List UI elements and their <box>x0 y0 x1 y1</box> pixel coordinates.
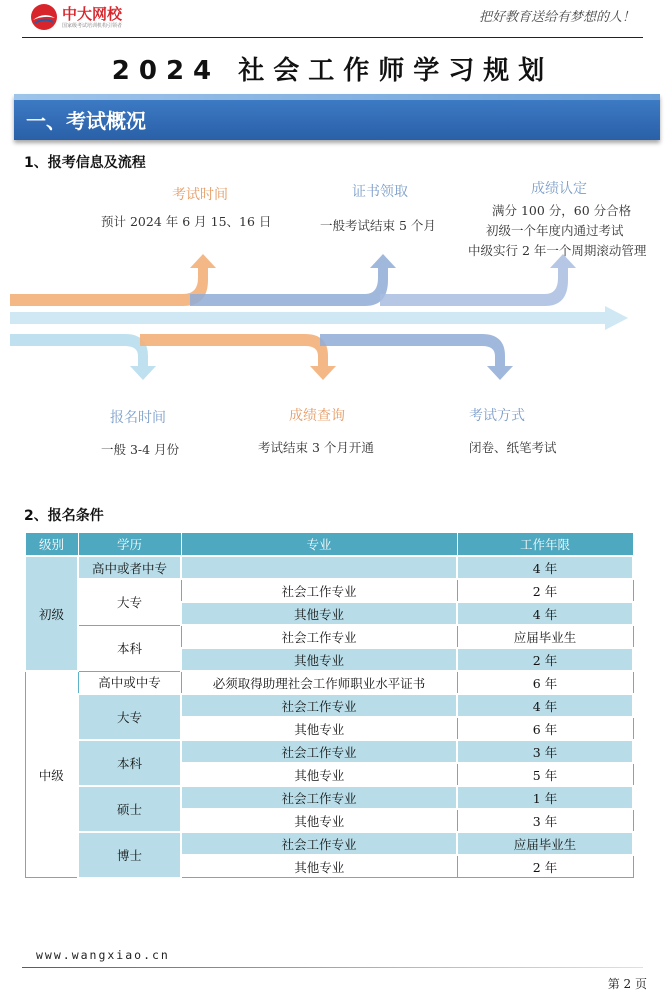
page-number: 第 2 页 <box>607 977 647 991</box>
years-cell: 应届毕业生 <box>457 832 633 855</box>
footer-divider <box>22 967 643 968</box>
eligibility-table <box>24 532 634 879</box>
section-banner-highlight <box>14 94 660 100</box>
years-cell: 3 年 <box>457 740 633 763</box>
step-result-text-3: 中级实行 2 年一个周期滚动管理 <box>468 243 647 258</box>
step-register-time-text: 一般 3-4 月份 <box>101 442 180 457</box>
arrow-exam-mode <box>320 334 513 380</box>
column-header-major: 专业 <box>181 533 457 557</box>
step-register-time-label: 报名时间 <box>110 410 166 426</box>
logo-emblem-icon <box>30 3 58 31</box>
arrow-score-query <box>140 334 336 380</box>
major-cell: 其他专业 <box>181 763 457 786</box>
education-cell: 硕士 <box>78 786 181 832</box>
column-header-years: 工作年限 <box>457 533 633 557</box>
education-cell: 高中或者中专 <box>78 556 181 579</box>
page-title: 2024 社会工作师学习规划 <box>111 56 554 86</box>
step-certificate-label: 证书领取 <box>352 184 408 200</box>
table-row <box>25 832 633 855</box>
level-cell-intermediate: 中级 <box>25 671 78 878</box>
table-row <box>25 579 633 602</box>
major-cell: 社会工作专业 <box>181 740 457 763</box>
step-result-text-1: 满分 100 分，60 分合格 <box>492 203 632 218</box>
years-cell: 2 年 <box>457 579 633 602</box>
major-cell: 其他专业 <box>181 717 457 740</box>
years-cell: 5 年 <box>457 763 633 786</box>
table-row <box>25 671 633 694</box>
table-row <box>25 625 633 648</box>
years-cell: 2 年 <box>457 855 633 878</box>
major-cell: 社会工作专业 <box>181 694 457 717</box>
level-cell-junior: 初级 <box>25 556 78 671</box>
major-cell <box>181 556 457 579</box>
table-row <box>25 556 633 579</box>
step-exam-mode-label: 考试方式 <box>469 408 525 424</box>
step-result-label: 成绩认定 <box>531 181 587 197</box>
major-cell: 社会工作专业 <box>181 832 457 855</box>
education-cell: 本科 <box>78 625 181 671</box>
table-row <box>25 694 633 717</box>
step-exam-mode-text: 闭卷、纸笔考试 <box>469 440 557 455</box>
table-row <box>25 740 633 763</box>
step-score-query-label: 成绩查询 <box>289 408 345 424</box>
step-score-query-text: 考试结束 3 个月开通 <box>258 440 374 455</box>
table-header-row <box>25 533 633 557</box>
years-cell: 1 年 <box>457 786 633 809</box>
column-header-level: 级别 <box>25 533 78 557</box>
subsection-heading-conditions: 2、报名条件 <box>24 508 104 524</box>
arrow-certificate <box>190 254 396 306</box>
arrow-register-time <box>10 334 156 380</box>
education-cell: 大专 <box>78 694 181 740</box>
header-divider <box>22 37 643 38</box>
step-result-text-2: 初级一个年度内通过考试 <box>486 223 624 238</box>
logo-subtext: 国家级考试培训机构引领者 <box>62 23 123 29</box>
arrow-exam-time <box>10 254 216 306</box>
education-cell: 博士 <box>78 832 181 878</box>
years-cell: 2 年 <box>457 648 633 671</box>
years-cell: 4 年 <box>457 556 633 579</box>
education-cell: 高中或中专 <box>78 671 181 694</box>
years-cell: 应届毕业生 <box>457 625 633 648</box>
years-cell: 4 年 <box>457 602 633 625</box>
years-cell: 6 年 <box>457 671 633 694</box>
education-cell: 大专 <box>78 579 181 625</box>
table-row <box>25 786 633 809</box>
major-cell: 其他专业 <box>181 648 457 671</box>
step-exam-time-label: 考试时间 <box>172 187 228 203</box>
footer-website-link[interactable]: www.wangxiao.cn <box>36 948 170 962</box>
major-cell: 社会工作专业 <box>181 625 457 648</box>
major-cell: 必须取得助理社会工作师职业水平证书 <box>181 671 457 694</box>
step-exam-time-text: 预计 2024 年 6 月 15、16 日 <box>101 214 272 229</box>
step-certificate-text: 一般考试结束 5 个月 <box>320 218 436 233</box>
years-cell: 6 年 <box>457 717 633 740</box>
education-cell: 本科 <box>78 740 181 786</box>
major-cell: 其他专业 <box>181 602 457 625</box>
logo-text: 中大网校 <box>62 5 123 23</box>
process-flow-diagram <box>0 248 665 398</box>
main-timeline-arrow <box>10 306 628 330</box>
years-cell: 4 年 <box>457 694 633 717</box>
major-cell: 社会工作专业 <box>181 786 457 809</box>
major-cell: 其他专业 <box>181 809 457 832</box>
brand-logo <box>30 2 140 36</box>
years-cell: 3 年 <box>457 809 633 832</box>
major-cell: 社会工作专业 <box>181 579 457 602</box>
major-cell: 其他专业 <box>181 855 457 878</box>
header-slogan: 把好教育送给有梦想的人！ <box>478 10 635 25</box>
subsection-heading-flow: 1、报考信息及流程 <box>24 155 146 171</box>
section-title: 一、考试概况 <box>26 109 146 133</box>
arrow-result <box>380 254 576 306</box>
column-header-education: 学历 <box>78 533 181 557</box>
